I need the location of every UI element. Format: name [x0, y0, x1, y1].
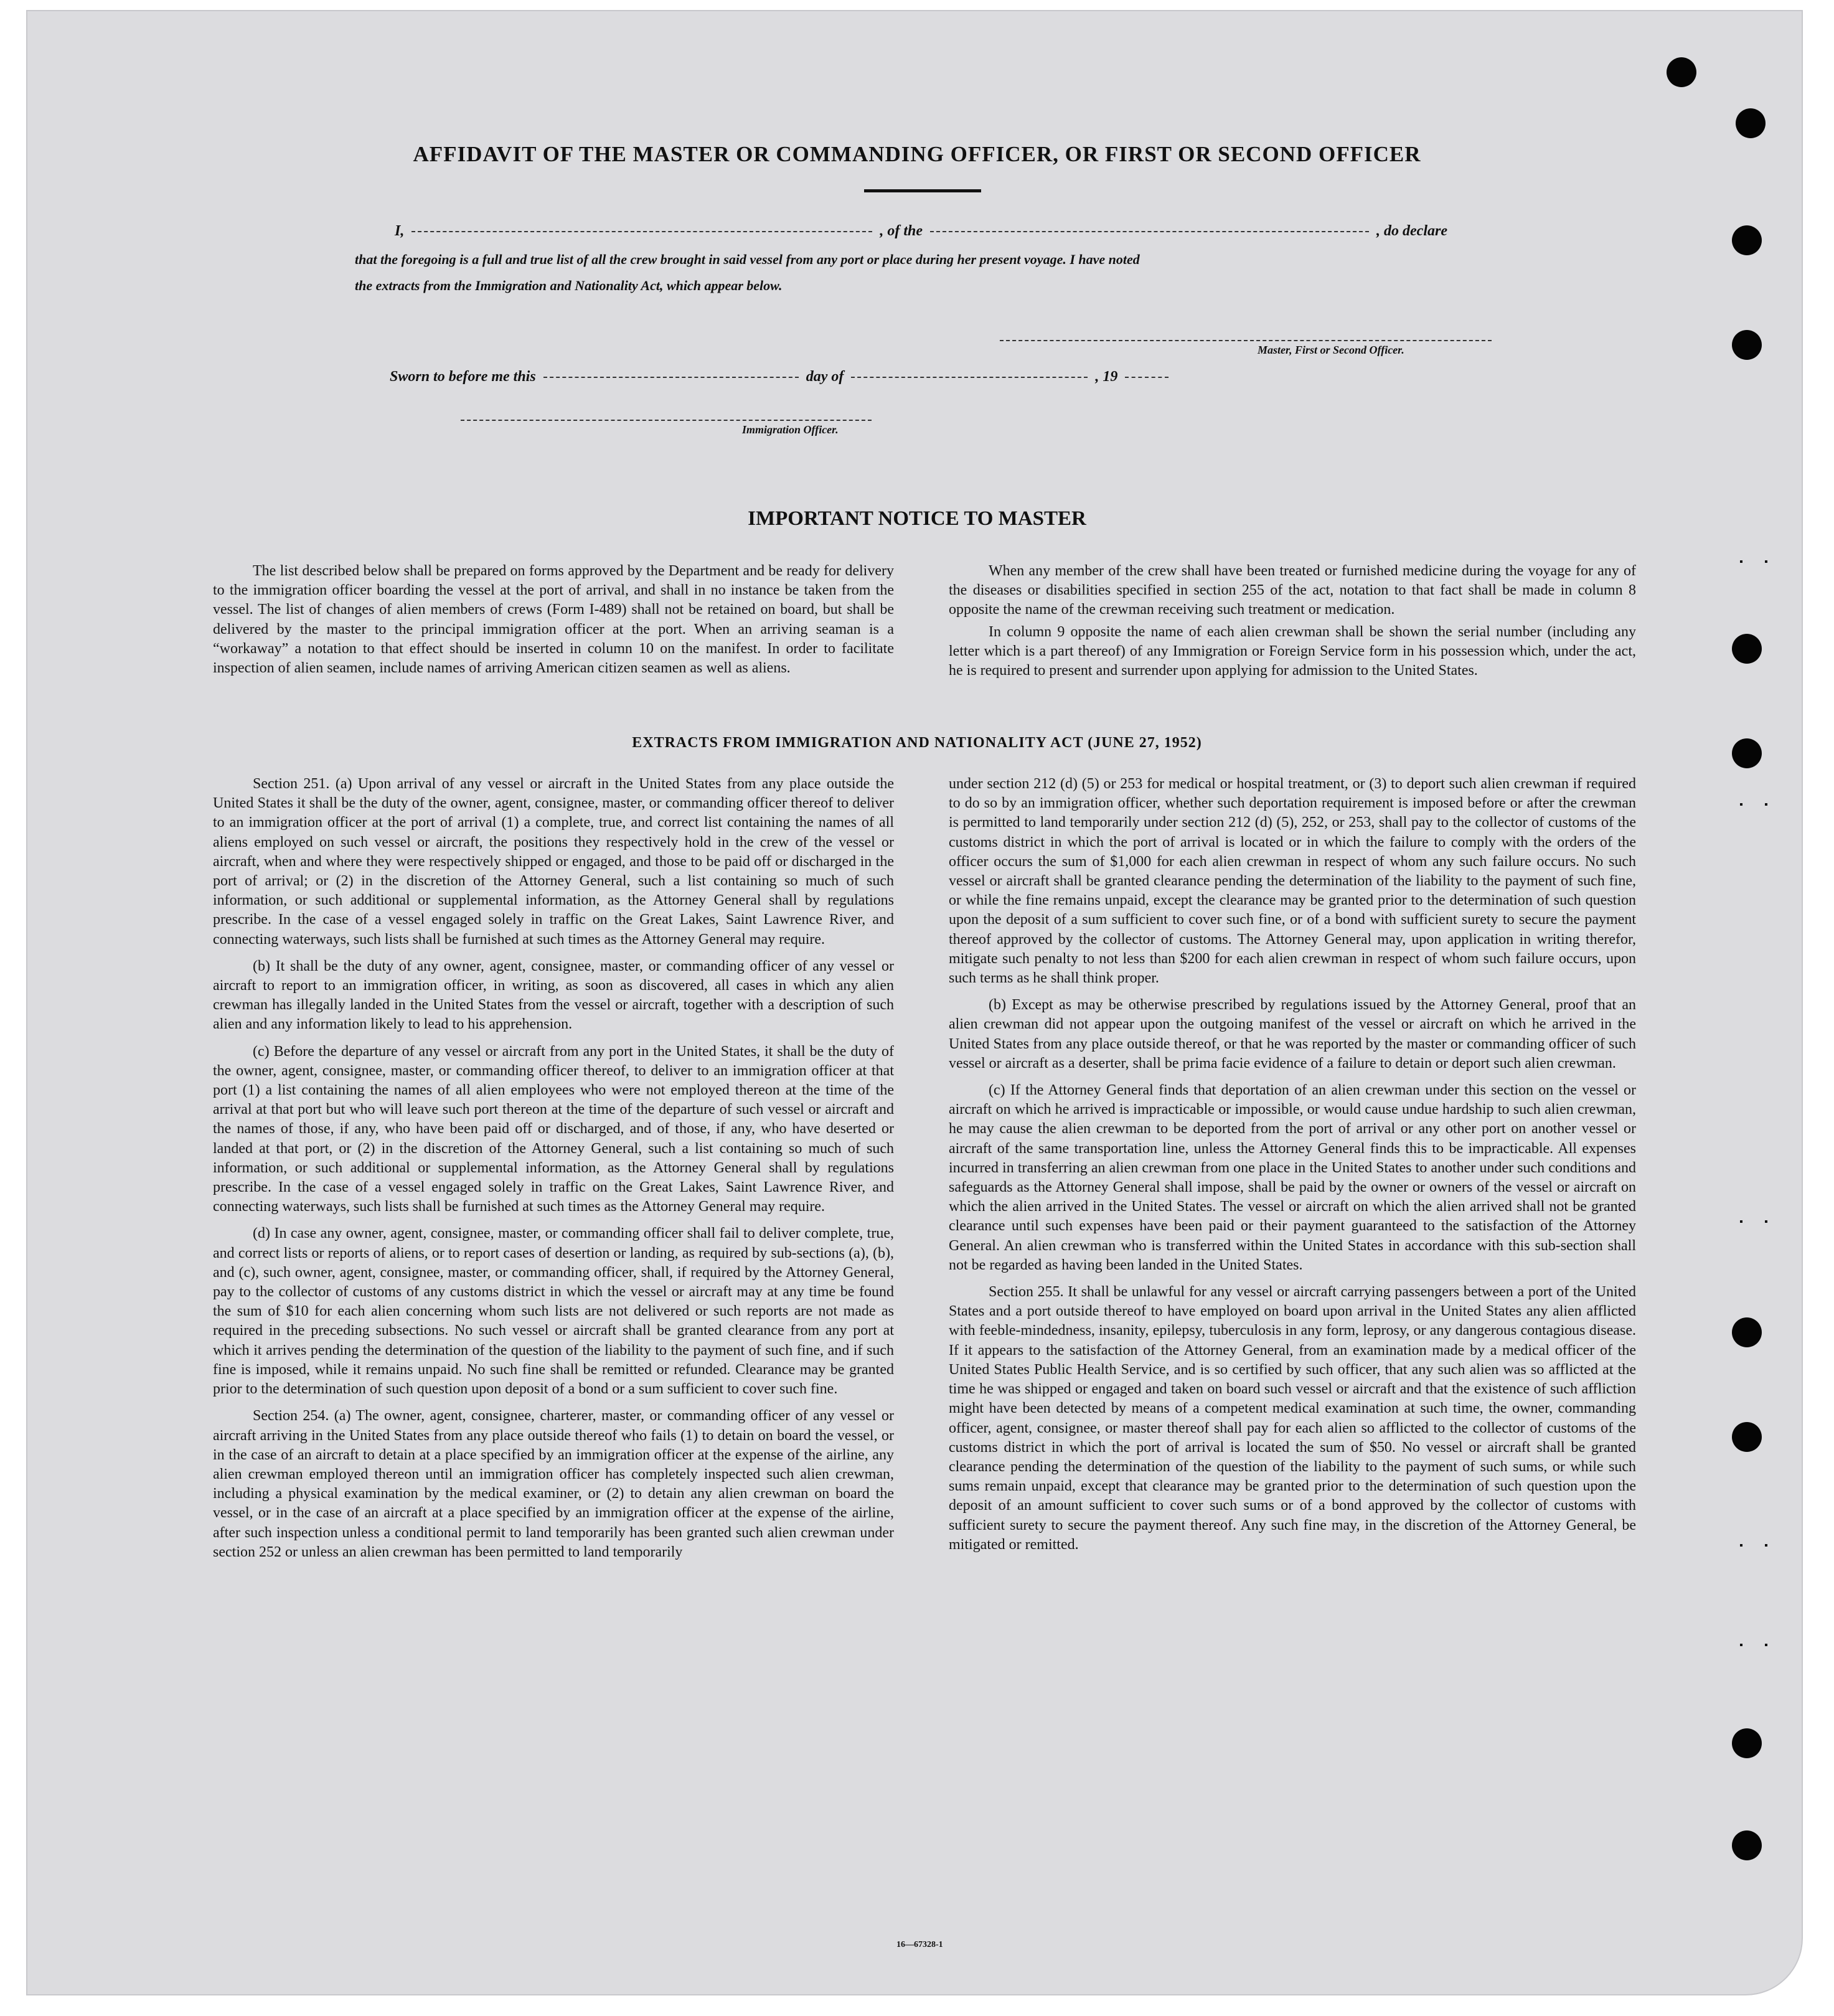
- sworn-label: Sworn to before me this: [390, 369, 536, 385]
- margin-tick: [1765, 1644, 1767, 1646]
- extract-paragraph: (d) In case any owner, agent, consignee, master, or commanding officer shall fail to deliver complete, true, and correct lists or reports of aliens, or to report cases of desertion or landing, as required by sub-sections (a), (b), and (c), such owner, agent, consignee, master, or commanding officer, shall, if required by the Attorney General, pay to the collector of customs of any customs district in which the vessel or aircraft may at any time be found the sum of $10 for each alien concerning whom such lists are not delivered or such reports are not made as required in the preceding subsections. No such vessel or aircraft shall be granted clearance from any port at which it arrives pending the determination of the question of the liability to the payment of such fine, and if such fine is imposed, while it remains unpaid. No such fine shall be remitted or refunded. Clearance may be granted prior to the determination of such question upon deposit of a bond or a sum sufficient to cover such fine.: [213, 1225, 894, 1398]
- binder-hole-icon: [1732, 1422, 1762, 1452]
- declaration-text-line-2: that the foregoing is a full and true list of all the crew brought in said vessel from any port or place during her present voyage. I have noted: [355, 252, 1140, 267]
- notice-paragraph: In column 9 opposite the name of each alien crewman shall be shown the serial number (including any letter which is a part thereof) of any Immigration or Foreign Service form in his possession which, under the act, he is required to present and surrender upon applying for admission to the United States.: [949, 623, 1636, 679]
- binder-hole-icon: [1736, 108, 1766, 138]
- margin-tick: [1765, 803, 1767, 806]
- extracts-title: EXTRACTS FROM IMMIGRATION AND NATIONALITY ACT (JUNE 27, 1952): [632, 735, 1202, 751]
- margin-tick: [1740, 560, 1742, 563]
- binder-hole-icon: [1667, 57, 1696, 87]
- notice-title: IMPORTANT NOTICE TO MASTER: [748, 507, 1086, 530]
- declare-label: , do declare: [1376, 223, 1447, 239]
- extract-paragraph: (c) If the Attorney General finds that deportation of an alien crewman under this section on the vessel or aircraft on which he arrived is impracticable or impossible, or would cause undue hardship to such alien crewman, he may cause the alien crewman to be deported from the port of arrival or any other port on another vessel or aircraft of the same transportation line, unless the Attorney General finds this to be impracticable. All expenses incurred in transferring an alien crewman from one place in the United States to another under such conditions and safeguards as the Attorney General shall impose, shall be paid by the owner or owners of the vessel or aircraft on which the alien arrived in the United States. The vessel or aircraft on which the alien arrived shall not be granted clearance until such expenses have been paid or their payment guaranteed to the satisfaction of the Attorney General. An alien crewman who is transferred within the United States in accordance with this sub-section shall not be regarded as having been landed in the United States.: [949, 1082, 1636, 1273]
- declaration-text-line-3: the extracts from the Immigration and Nationality Act, which appear below.: [355, 278, 783, 293]
- margin-tick: [1765, 1220, 1767, 1223]
- declarant-label: I,: [395, 223, 405, 239]
- notice-paragraph: When any member of the crew shall have been treated or furnished medicine during the voyage for any of the diseases or disabilities specified in section 255 of the act, notation to that fact shall be made in column 8 opposite the name of the crewman receiving such treatment or medication.: [949, 563, 1636, 618]
- binder-hole-icon: [1732, 330, 1762, 360]
- margin-tick: [1740, 803, 1742, 806]
- extract-paragraph: Section 254. (a) The owner, agent, consignee, charterer, master, or commanding officer of any vessel or aircraft arriving in the United States from any place outside thereof who fails (1) to detain on board the vessel, or in the case of an aircraft to detain at a place specified by an immigration officer at the expense of the airline, any alien crewman employed thereon until an immigration officer has completely inspected such alien crewman, including a physical examination by the medical examiner, or (2) to detain any alien crewman on board the vessel, or in the case of an aircraft at a place specified by an immigration officer at the expense of the airline, after such inspection unless a conditional permit to land temporarily has been granted such alien crewman under section 252 or unless an alien crewman has been permitted to land temporarily: [213, 1408, 894, 1560]
- extract-paragraph: (b) It shall be the duty of any owner, agent, consignee, master, or commanding officer of any vessel or aircraft to report to an immigration officer, in writing, as soon as discovered, all cases in which any alien crewman has illegally landed in the United States from the vessel or aircraft, together with a description of such alien and any information likely to lead to his apprehension.: [213, 958, 894, 1033]
- extract-paragraph: Section 255. It shall be unlawful for any vessel or aircraft carrying passengers between a port of the United States and a port outside thereof to have employed on board upon arrival in the United States any alien afflicted with feeble-mindedness, insanity, epilepsy, tuberculosis in any form, leprosy, or any dangerous contagious disease. If it appears to the satisfaction of the Attorney General, from an examination made by a medical officer of the United States Public Health Service, and is so certified by such officer, that any such alien was so afflicted at the time he was shipped or engaged and taken on board such vessel or aircraft and that the existence of such affliction might have been detected by means of a competent medical examination at such time, the owner, commanding officer, agent, consignee, or master thereof shall pay for each alien so afflicted to the collector of customs of the customs district in which the port of arrival is located the sum of $50. No vessel or aircraft shall be granted clearance pending the determination of the question of the liability to the payment of such sums, or while such sums remain unpaid, except that clearance may be granted prior to the determination of such question upon the deposit of an amount sufficient to cover such sums or of a bond approved by the collector of customs with sufficient surety to secure the payment thereof. Any such fine may, in the discretion of the Attorney General, be mitigated or remitted.: [949, 1284, 1636, 1553]
- vessel-name-field[interactable]: [930, 231, 1369, 232]
- extracts-right-column: [949, 775, 1636, 1562]
- extract-paragraph: (b) Except as may be otherwise prescribed by regulations issued by the Attorney General, proof that an alien crewman did not appear upon the outgoing manifest of the vessel or aircraft on which he arrived in the United States from any place outside thereof, or that he was reported by the master or commanding officer of such vessel or aircraft as a deserter, shall be prima facie evidence of a failure to detain or deport such alien crewman.: [949, 997, 1636, 1072]
- extract-paragraph: under section 212 (d) (5) or 253 for medical or hospital treatment, or (3) to deport such alien crewman if required to do so by an immigration officer, whether such deportation requirement is imposed before or after the crewman is permitted to land temporarily under section 212 (d) (5), 252, or 253, shall pay to the collector of customs of the customs district in which the port of arrival is located or in which the failure to comply with the orders of the officer occurs the sum of $1,000 for each alien crewman in respect of whom any such failure occurs. No such vessel or aircraft shall be granted clearance pending the determination of the liability to the payment of such fine, or while the fine remains unpaid, except the clearance may be granted prior to the determination of such question upon the deposit of a sum sufficient to cover such fine, or of a bond with sufficient surety to secure the payment thereof approved by the collector of customs. The Attorney General may, upon application in writing therefor, mitigate such penalty to not less than $200 for each alien crewman in respect of whom such failure occurs, upon such terms as he shall think proper.: [949, 776, 1636, 987]
- margin-tick: [1765, 560, 1767, 563]
- affidavit-title: AFFIDAVIT OF THE MASTER OR COMMANDING OFFICER, OR FIRST OR SECOND OFFICER: [413, 142, 1421, 166]
- year-label: , 19: [1095, 369, 1118, 385]
- margin-tick: [1740, 1220, 1742, 1223]
- vessel-label: , of the: [880, 223, 923, 239]
- extract-paragraph: Section 251. (a) Upon arrival of any vessel or aircraft in the United States from any place outside the United States it shall be the duty of the owner, agent, consignee, master, or commanding officer thereof to deliver to an immigration officer at the port of arrival (1) a complete, true, and correct list containing the names of all aliens employed on such vessel or aircraft, the positions they respectively hold in the crew of the vessel or aircraft, when and where they were respectively shipped or engaged, and those to be paid off or discharged in the port of arrival; or (2) in the discretion of the Attorney General, such a list containing so much of such information, or such additional or supplemental information, as the Attorney General shall by regulations prescribe. In the case of a vessel engaged solely in traffic on the Great Lakes, Saint Lawrence River, and connecting waterways, such lists shall be furnished at such times as the Attorney General may require.: [213, 776, 894, 948]
- officer-signature-line[interactable]: [461, 420, 872, 421]
- master-caption: Master, First or Second Officer.: [1258, 344, 1404, 356]
- notice-paragraph: The list described below shall be prepared on forms approved by the Department and be ready for delivery to the immigration officer boarding the vessel at the port of arrival, and shall in no instance be taken from the vessel. The list of changes of alien members of crews (Form I-489) shall not be retained on board, but shall be delivered by the master to the principal immigration officer at the port. When an arriving seaman is a “workaway” a notation to that effect should be inserted in column 10 on the manifest. In order to facilitate inspection of alien seamen, include names of arriving American citizen seamen as well as aliens.: [213, 563, 894, 677]
- binder-hole-icon: [1732, 1728, 1762, 1758]
- binder-hole-icon: [1732, 225, 1762, 255]
- declaration-line: [395, 223, 1447, 240]
- sworn-year-field[interactable]: [1125, 377, 1169, 378]
- extracts-left-column: [213, 775, 894, 1570]
- margin-tick: [1740, 1644, 1742, 1646]
- extract-paragraph: (c) Before the departure of any vessel or aircraft from any port in the United States, it shall be the duty of the owner, agent, consignee, master, or commanding officer thereof, to deliver to an immigration officer at that port (1) a list containing the names of all alien employees who were not employed thereon at the time of the arrival at that port but who will leave such port thereon at the time of the departure of such vessel or aircraft and the names of those, if any, who have been paid off or discharged, and of those, if any, who have deserted or landed at that port, or (2) in the discretion of the Attorney General, such a list containing so much of such information, or such additional or supplemental information, as the Attorney General shall by regulations prescribe. In the case of a vessel engaged solely in traffic on the Great Lakes, Saint Lawrence River, and connecting waterways, such lists shall be furnished at such times as the Attorney General may require.: [213, 1043, 894, 1215]
- title-underline: [864, 189, 981, 192]
- margin-tick: [1740, 1544, 1742, 1547]
- day-of-label: day of: [806, 369, 844, 385]
- master-signature-line[interactable]: [1000, 340, 1492, 341]
- binder-hole-icon: [1732, 1830, 1762, 1860]
- notice-right-column: [949, 562, 1636, 688]
- officer-caption: Immigration Officer.: [742, 423, 839, 436]
- binder-hole-icon: [1732, 634, 1762, 664]
- notice-left-column: [213, 562, 894, 685]
- sworn-month-field[interactable]: [851, 377, 1088, 378]
- sworn-line: [390, 369, 1172, 385]
- binder-hole-icon: [1732, 1317, 1762, 1347]
- margin-tick: [1765, 1544, 1767, 1547]
- form-number: 16—67328-1: [896, 1940, 943, 1949]
- declarant-name-field[interactable]: [411, 231, 872, 232]
- sworn-day-field[interactable]: [543, 377, 799, 378]
